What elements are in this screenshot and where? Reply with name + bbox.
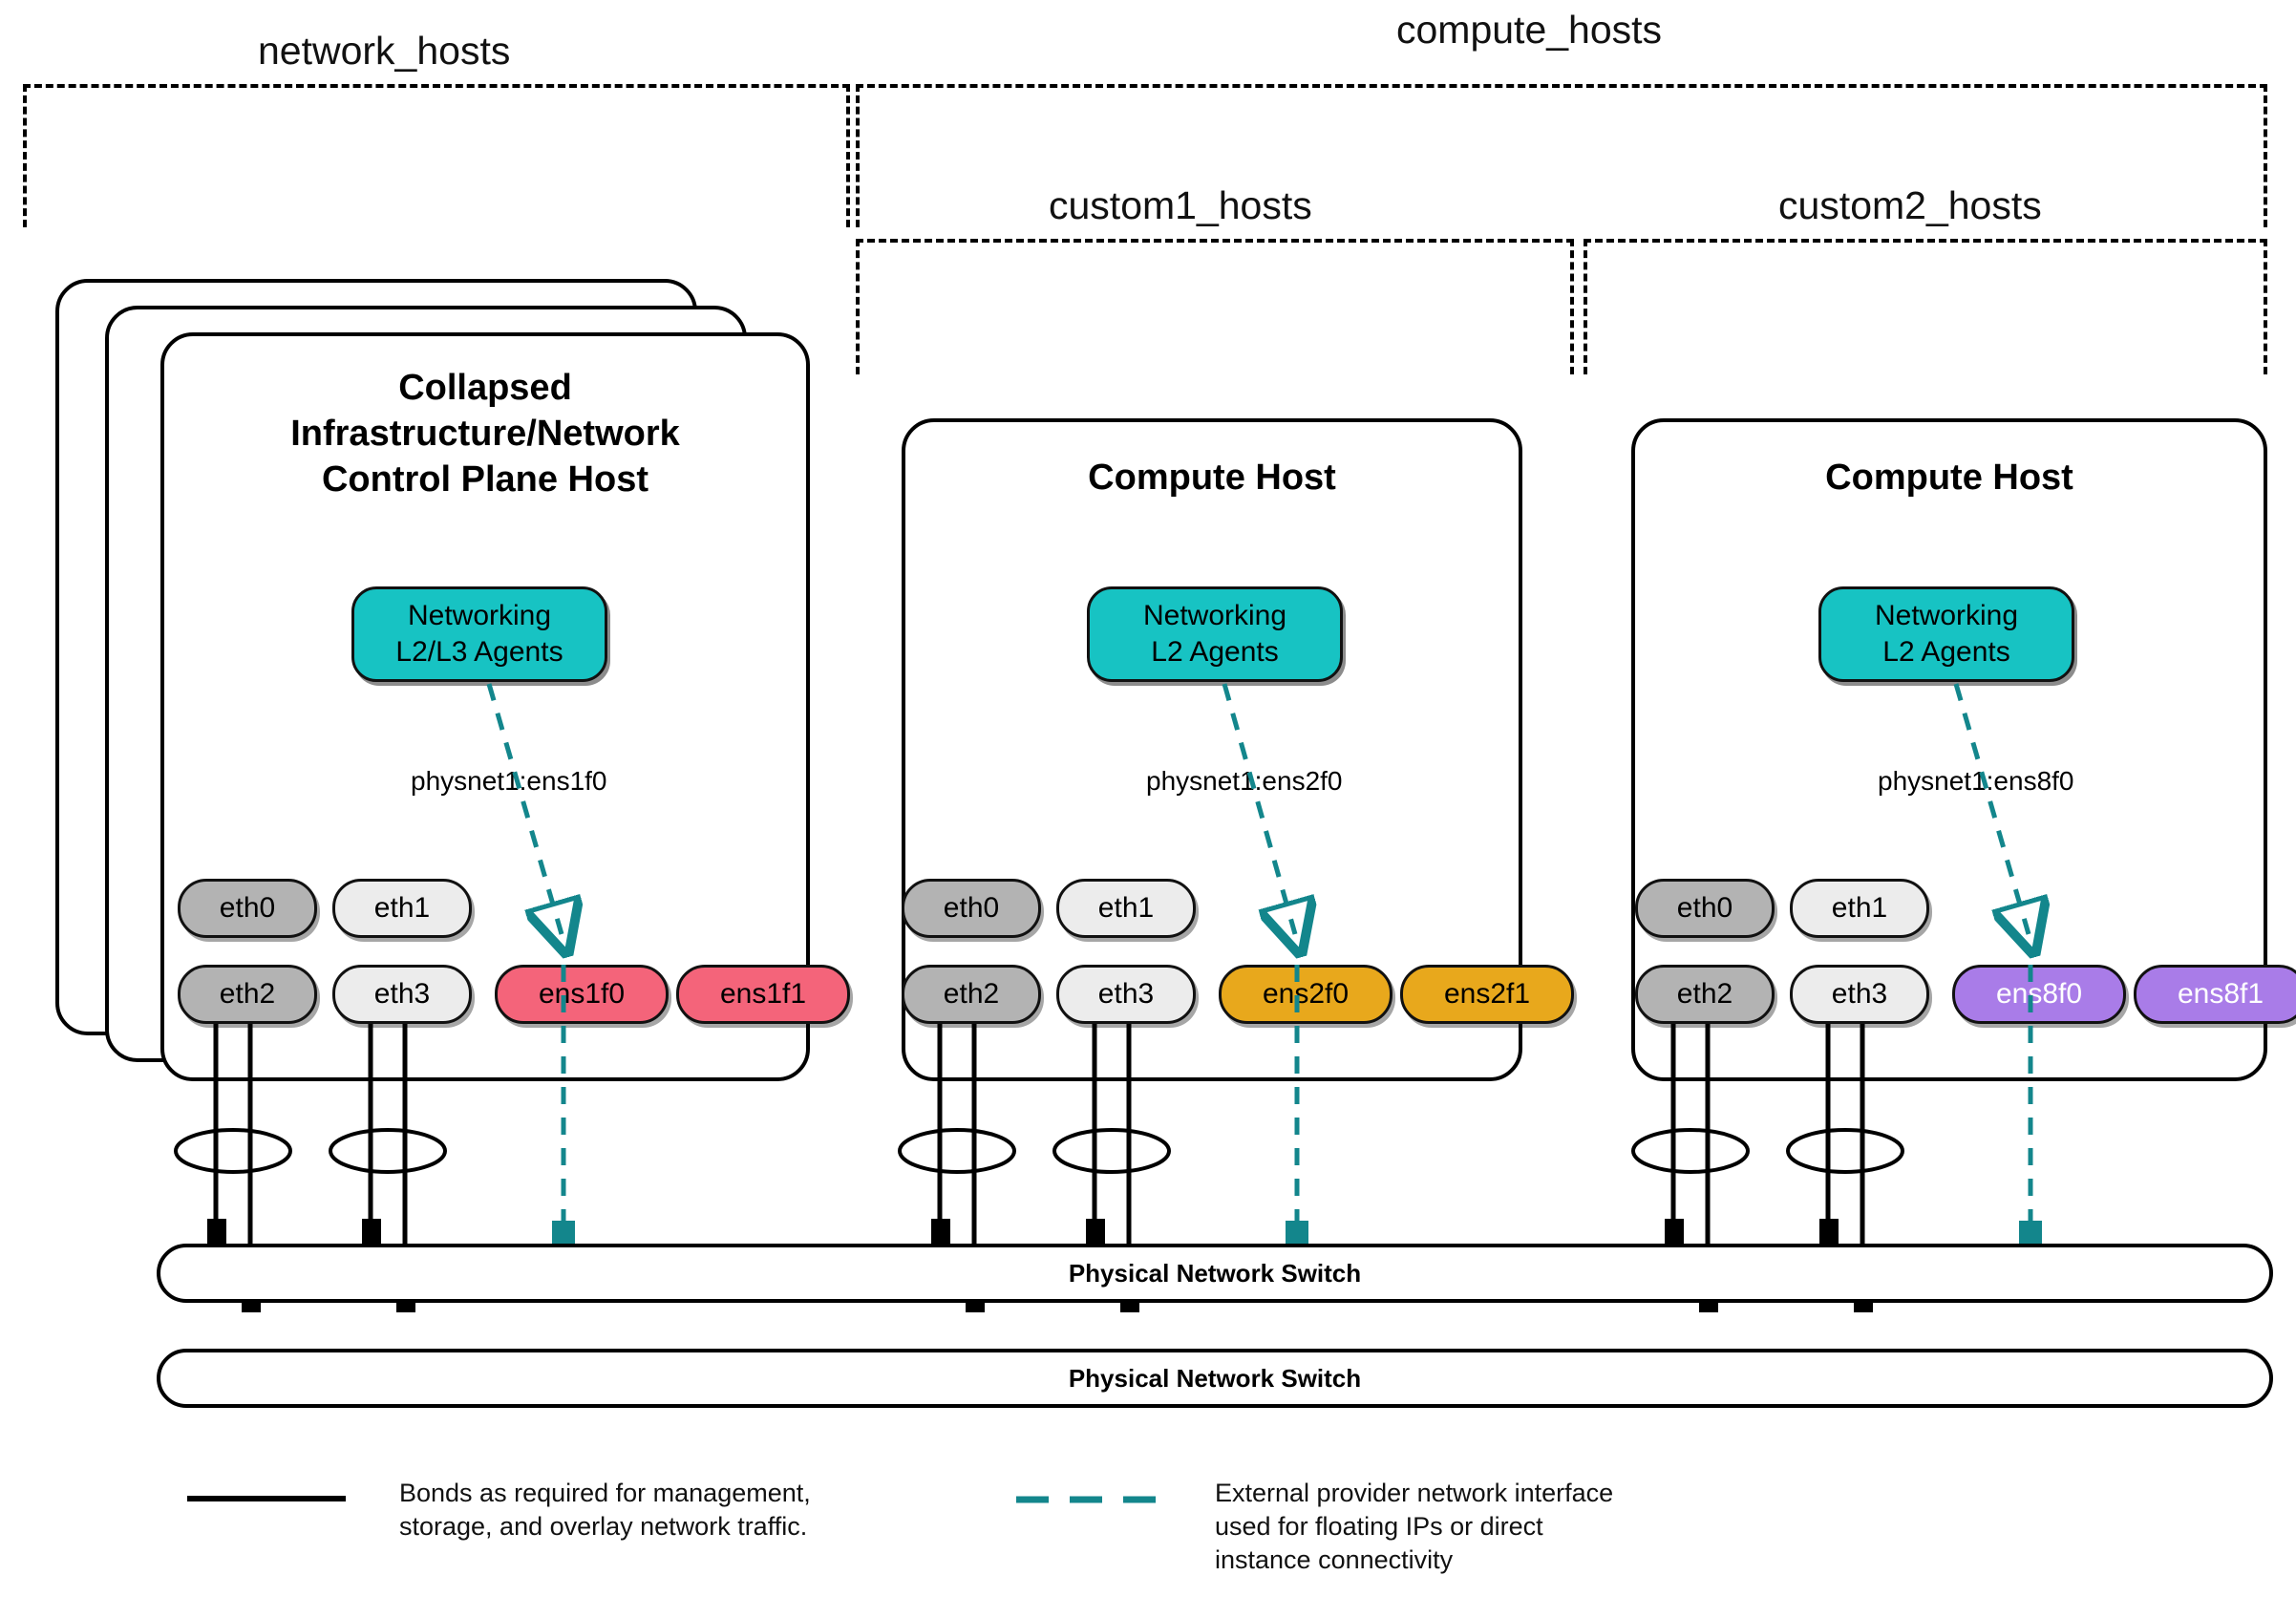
group-label-custom1-hosts: custom1_hosts bbox=[1049, 183, 1312, 227]
nic-eth0-compute-1[interactable]: eth0 bbox=[902, 879, 1041, 938]
group-box-network-hosts bbox=[23, 84, 850, 227]
physnet-label-compute-1: physnet1:ens2f0 bbox=[1146, 766, 1343, 796]
nic-eth0-compute-2[interactable]: eth0 bbox=[1635, 879, 1775, 938]
nic-eth1-compute-2[interactable]: eth1 bbox=[1790, 879, 1929, 938]
agent-line-2: L2 Agents bbox=[1882, 636, 2010, 668]
bond-ellipse-host-1a bbox=[176, 1130, 290, 1172]
nic-ens2f1-compute-1[interactable]: ens2f1 bbox=[1400, 965, 1574, 1024]
bond-ellipse-host-2b bbox=[1054, 1130, 1169, 1172]
group-box-custom1-hosts bbox=[856, 239, 1574, 374]
nic-eth2-network[interactable]: eth2 bbox=[178, 965, 317, 1024]
nic-ens8f0-compute-2[interactable]: ens8f0 bbox=[1952, 965, 2126, 1024]
bond-ellipse-host-3b bbox=[1788, 1130, 1903, 1172]
nic-eth1-network[interactable]: eth1 bbox=[332, 879, 472, 938]
group-box-custom2-hosts bbox=[1584, 239, 2267, 374]
physical-switch-bottom[interactable]: Physical Network Switch bbox=[157, 1349, 2273, 1408]
agent-line-2: L2/L3 Agents bbox=[395, 636, 563, 668]
agent-line-1: Networking bbox=[407, 600, 552, 631]
agent-line-1: Networking bbox=[1142, 600, 1287, 631]
host-title-network: Collapsed Infrastructure/Network Control Plane Host bbox=[290, 368, 680, 500]
nic-eth3-compute-2[interactable]: eth3 bbox=[1790, 965, 1929, 1024]
agent-box-compute-2[interactable] bbox=[1818, 586, 2074, 682]
bond-ellipse-host-3a bbox=[1633, 1130, 1748, 1172]
group-label-compute-hosts: compute_hosts bbox=[1396, 8, 1663, 52]
nic-ens1f0-network[interactable]: ens1f0 bbox=[495, 965, 669, 1024]
bond-ellipse-host-1b bbox=[330, 1130, 445, 1172]
nic-ens1f1-network[interactable]: ens1f1 bbox=[676, 965, 850, 1024]
nic-ens2f0-compute-1[interactable]: ens2f0 bbox=[1219, 965, 1392, 1024]
nic-eth2-compute-1[interactable]: eth2 bbox=[902, 965, 1041, 1024]
nic-eth0-network[interactable]: eth0 bbox=[178, 879, 317, 938]
host-title-compute-2: Compute Host bbox=[1825, 458, 2073, 498]
agent-box-compute-1[interactable] bbox=[1087, 586, 1343, 682]
agent-box-network[interactable] bbox=[351, 586, 607, 682]
legend-dashed-text: External provider network interface used for floating IPs or direct instance connectivity bbox=[1215, 1479, 1614, 1574]
group-label-network-hosts: network_hosts bbox=[258, 29, 511, 73]
bond-ellipse-host-2a bbox=[900, 1130, 1014, 1172]
nic-ens8f1-compute-2[interactable]: ens8f1 bbox=[2134, 965, 2296, 1024]
nic-eth3-compute-1[interactable]: eth3 bbox=[1056, 965, 1196, 1024]
physnet-label-network: physnet1:ens1f0 bbox=[411, 766, 607, 796]
agent-line-2: L2 Agents bbox=[1151, 636, 1279, 668]
group-label-custom2-hosts: custom2_hosts bbox=[1778, 183, 2042, 227]
agent-line-1: Networking bbox=[1874, 600, 2019, 631]
host-title-compute-1: Compute Host bbox=[1088, 458, 1336, 498]
nic-eth1-compute-1[interactable]: eth1 bbox=[1056, 879, 1196, 938]
nic-eth2-compute-2[interactable]: eth2 bbox=[1635, 965, 1775, 1024]
physnet-label-compute-2: physnet1:ens8f0 bbox=[1878, 766, 2074, 796]
legend-solid-sample bbox=[187, 1496, 346, 1501]
physical-switch-top[interactable]: Physical Network Switch bbox=[157, 1244, 2273, 1303]
legend-solid-text: Bonds as required for management, storage, and overlay network traffic. bbox=[399, 1479, 811, 1541]
nic-eth3-network[interactable]: eth3 bbox=[332, 965, 472, 1024]
